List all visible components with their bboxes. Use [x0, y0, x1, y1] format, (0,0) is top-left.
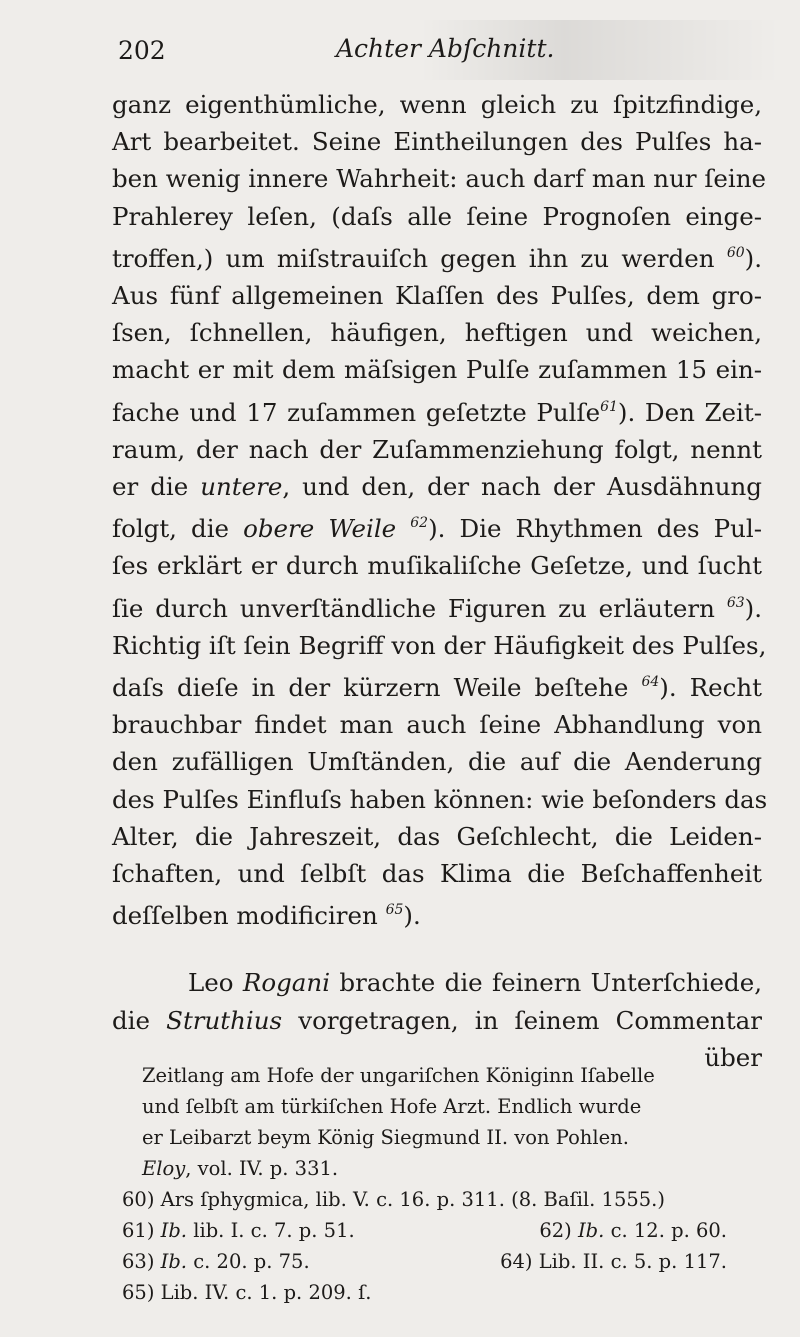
- footnote-63-64: [122, 1246, 767, 1277]
- text-line: des Pulſes Einfluſs haben können: wie beſonders das: [112, 784, 768, 814]
- emphasis: obere Weile: [243, 514, 397, 544]
- footnote-ref: 64: [641, 674, 660, 691]
- footnote-62: 62) Ib. c. 12. p. 60.: [539, 1219, 727, 1242]
- text-line: folgt, die obere Weile $^{62}$). Die Rhythmen des Pul-: [112, 514, 762, 544]
- text-line: ſes erklärt er durch muſikaliſche Geſetze, und ſucht: [112, 551, 762, 581]
- footnote-ref: 65: [385, 902, 404, 919]
- footnote-61-62: [122, 1215, 767, 1246]
- text-line: ſchaften, und ſelbſt das Klima die Beſchaffenheit: [112, 859, 762, 889]
- text-line: Alter, die Jahreszeit, das Geſchlecht, die Leiden-: [112, 821, 762, 851]
- footnote-61: 61) Ib. lib. I. c. 7. p. 51.: [122, 1219, 355, 1242]
- text-line: den zufälligen Umſtänden, die auf die Aenderung: [112, 747, 762, 777]
- footnote-ref: 63: [726, 594, 745, 611]
- text-line: Richtig iſt ſein Begriff von der Häufigkeit des Pulſes,: [112, 630, 767, 660]
- footnote-line: er Leibarzt beym König Siegmund II. von Pohlen.: [142, 1126, 629, 1149]
- text-line: ſie durch unverſtändliche Figuren zu erläutern $^{63}$).: [112, 593, 762, 623]
- text-line: er die untere, und den, der nach der Ausdähnung: [112, 472, 762, 502]
- text-line: Aus fünf allgemeinen Klaſſen des Pulſes, dem gro-: [112, 281, 762, 311]
- text-line: daſs dieſe in der kürzern Weile beſtehe $^{64}$). Recht: [112, 673, 762, 703]
- text-line: ganz eigenthümliche, wenn gleich zu ſpitzfindige,: [112, 90, 762, 119]
- text-line: fache und 17 zuſammen geſetzte Pulſe$^{61}$). Den Zeit-: [112, 397, 762, 427]
- footnote-65: 65) Lib. IV. c. 1. p. 209. ſ.: [122, 1281, 372, 1304]
- footnote-ref: 61: [600, 398, 618, 415]
- text-line: raum, der nach der Zuſammenziehung folgt, nennt: [112, 434, 762, 464]
- footnote-line: und ſelbſt am türkiſchen Hofe Arzt. Endlich wurde: [142, 1095, 642, 1118]
- text-line: Art bearbeitet. Seine Eintheilungen des Pulſes ha-: [112, 127, 762, 157]
- footnote-line: Eloy, vol. IV. p. 331.: [142, 1157, 339, 1180]
- text-line: macht er mit dem mäſsigen Pulſe zuſammen 15 ein-: [112, 355, 762, 385]
- catchword: über: [704, 1042, 762, 1072]
- footnote-63: 63) Ib. c. 20. p. 75.: [122, 1250, 310, 1273]
- footnote-line: Zeitlang am Hofe der ungariſchen Königinn Iſabelle: [142, 1064, 655, 1087]
- text-line: ben wenig innere Wahrheit: auch darf man nur ſeine: [112, 164, 767, 194]
- footnote-64: 64) Lib. II. c. 5. p. 117.: [500, 1250, 727, 1273]
- paragraph-gap: [112, 934, 762, 964]
- text-line: Leo Rogani brachte die feinern Unterſchiede,: [188, 968, 762, 998]
- text-line: die Struthius vorgetragen, in ſeinem Commentar: [112, 1005, 762, 1035]
- footnotes: [122, 1060, 767, 1308]
- text-line: deſſelben modificiren $^{65}$).: [112, 901, 421, 931]
- text-line: troffen,) um miſstrauiſch gegen ihn zu werden $^{60}$).: [112, 243, 762, 273]
- text-line: brauchbar findet man auch ſeine Abhandlung von: [112, 710, 762, 740]
- running-title: Achter Abſchnitt.: [336, 34, 555, 63]
- page-number: 202: [118, 36, 166, 65]
- footnote-60: 60) Ars ſphygmica, lib. V. c. 16. p. 311. (8. Baſil. 1555.): [122, 1188, 665, 1211]
- emphasis: untere: [200, 472, 283, 502]
- footnote-ref: 62: [410, 515, 429, 532]
- main-text: [112, 86, 768, 1076]
- text-line: Prahlerey leſen, (daſs alle ſeine Prognoſen einge-: [112, 201, 762, 231]
- text-line: ſsen, ſchnellen, häufigen, heftigen und weichen,: [112, 318, 762, 348]
- footnote-ref: 60: [726, 244, 745, 261]
- page-header: [110, 28, 740, 78]
